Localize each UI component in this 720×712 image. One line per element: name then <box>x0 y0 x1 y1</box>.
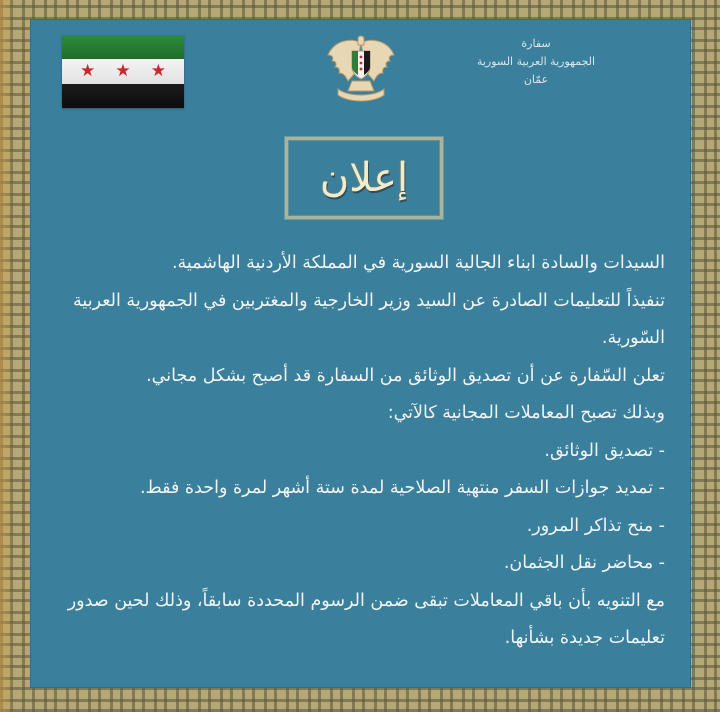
page-title: إعلان <box>319 155 409 201</box>
title-frame <box>285 137 443 219</box>
flag-green-stripe <box>62 35 184 59</box>
star-icon: ★ <box>80 60 96 81</box>
embassy-line: الجمهورية العربية السورية <box>476 55 596 68</box>
embassy-line: سفارة <box>521 37 551 50</box>
flag-black-stripe <box>62 84 184 108</box>
flag-white-stripe <box>62 59 184 83</box>
paragraph-greeting: السيدات والسادة ابناء الجالية السورية في المملكة الأردنية الهاشمية. <box>171 253 665 273</box>
paragraph-announcement: تعلن السّفارة عن أن تصديق الوثائق من السفارة قد أصبح بشكل مجاني. <box>146 365 665 386</box>
paragraph-note: مع التنويه بأن باقي المعاملات تبقى ضمن الرسوم المحددة سابقاً، وذلك لحين صدور تعليمات جديدة بشأنها. <box>67 590 665 648</box>
list-item: - تمديد جوازات السفر منتهية الصلاحية لمدة ستة أشهر لمرة واحدة فقط. <box>139 478 665 498</box>
star-icon: ★ <box>115 60 131 81</box>
announcement-body <box>50 245 665 658</box>
eagle-emblem-icon <box>322 33 400 105</box>
embassy-header <box>441 35 631 89</box>
star-icon: ★ <box>150 60 166 81</box>
paragraph-instructions: تنفيذاً للتعليمات الصادرة عن السيد وزير الخارجية والمغتربين في الجمهورية العربية السّورية. <box>73 290 665 348</box>
paragraph-list-intro: وبذلك تصبح المعاملات المجانية كالآتي: <box>387 403 665 423</box>
border-edge <box>0 0 14 712</box>
flag-icon <box>62 35 184 108</box>
list-item: - تصديق الوثائق. <box>544 440 665 461</box>
list-item: - منح تذاكر المرور. <box>526 515 665 536</box>
list-item: - محاضر نقل الجثمان. <box>503 553 665 573</box>
embassy-line: عمّان <box>523 73 549 86</box>
content-panel <box>30 19 691 688</box>
